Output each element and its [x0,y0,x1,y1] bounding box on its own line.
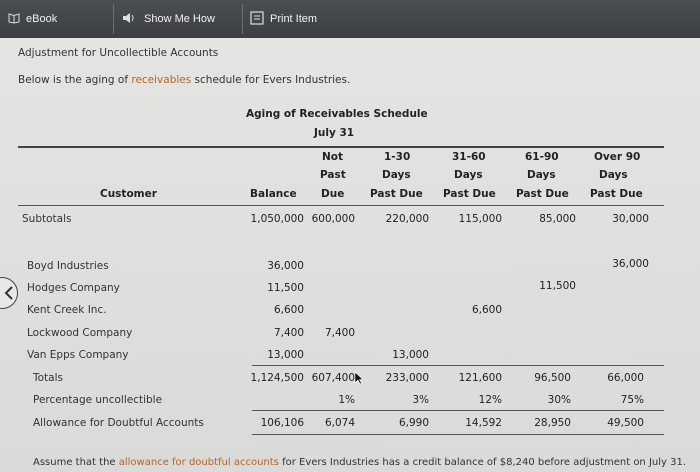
intro-suffix: schedule for Evers Industries. [191,74,351,86]
table-row-balance: 7,400 [273,327,304,339]
subtotals-61-90: 85,000 [539,213,576,225]
col-header-61-90-1: 61-90 [525,151,559,163]
chevron-left-icon [4,286,14,300]
table-row-over-90: 36,000 [612,258,649,270]
allowance-top-rule [252,410,664,411]
content-page [0,38,700,472]
ebook-button[interactable] [8,6,57,32]
allowance-31-60: 14,592 [465,417,502,429]
allowance-1-30: 6,990 [398,417,429,429]
percentage-1-30: 3% [412,394,429,406]
col-header-over-90-1: Over 90 [594,151,641,163]
table-row-label: Van Epps Company [27,349,129,361]
percentage-label: Percentage uncollectible [33,394,163,406]
totals-not-past-due: 607,400 [311,372,355,384]
col-header-31-60-2: Days [454,169,483,181]
ebook-label: eBook [26,13,58,25]
col-header-1-30-3: Past Due [370,188,423,200]
subtotals-not-past-due: 600,000 [311,213,355,225]
table-row-label: Boyd Industries [27,260,109,272]
print-icon [250,11,264,28]
table-row-not-past-due: 7,400 [324,327,355,339]
table-row-61-90: 11,500 [539,280,576,292]
speaker-icon [122,12,138,27]
header-top-rule [18,146,664,148]
table-row-balance: 11,500 [267,282,304,294]
toolbar-divider [242,4,243,34]
print-item-button[interactable] [250,6,317,32]
book-icon [8,12,20,27]
col-header-balance: Balance [250,188,297,200]
show-me-how-label: Show Me How [144,13,215,25]
col-header-1-30-1: 1-30 [384,151,411,163]
totals-1-30: 233,000 [385,372,429,384]
totals-61-90: 96,500 [534,372,571,384]
toolbar [0,0,700,38]
page-heading: Adjustment for Uncollectible Accounts [18,47,219,59]
percentage-61-90: 30% [547,394,571,406]
percentage-31-60: 12% [478,394,502,406]
totals-top-rule [252,365,664,366]
subtotals-balance: 1,050,000 [250,213,304,225]
subtotals-31-60: 115,000 [458,213,502,225]
table-row-balance: 6,600 [273,304,304,316]
allowance-over-90: 49,500 [607,417,644,429]
col-header-61-90-3: Past Due [516,188,569,200]
col-header-not-past-due-2: Past [320,169,346,181]
col-header-31-60-1: 31-60 [452,151,486,163]
header-bottom-rule [18,205,664,206]
col-header-1-30-2: Days [382,169,411,181]
table-row-balance: 13,000 [267,349,304,361]
totals-label: Totals [33,372,63,384]
table-row-label: Kent Creek Inc. [27,304,107,316]
allowance-61-90: 28,950 [534,417,571,429]
allowance-bottom-rule [252,434,664,435]
table-row-balance: 36,000 [267,260,304,272]
table-row-label: Lockwood Company [27,327,133,339]
col-header-not-past-due-1: Not [322,151,344,163]
allowance-label: Allowance for Doubtful Accounts [33,417,204,429]
footer-note [33,457,686,468]
footer-prefix: Assume that the [33,457,119,468]
schedule-date: July 31 [314,127,355,139]
totals-31-60: 121,600 [458,372,502,384]
col-header-61-90-2: Days [527,169,556,181]
totals-over-90: 66,000 [607,372,644,384]
table-row-31-60: 6,600 [471,304,502,316]
col-header-not-past-due-3: Due [321,188,345,200]
allowance-balance: 106,106 [260,417,304,429]
footer-suffix: for Evers Industries has a credit balance of $8,240 before adjustment on July 31. [278,457,687,468]
percentage-not-past-due: 1% [338,394,355,406]
toolbar-divider [113,4,114,34]
allowance-not-past-due: 6,074 [324,417,355,429]
mouse-cursor-icon [354,371,364,385]
table-row-label: Hodges Company [27,282,120,294]
table-row-1-30: 13,000 [392,349,429,361]
col-header-31-60-3: Past Due [443,188,496,200]
totals-balance: 1,124,500 [250,372,304,384]
percentage-over-90: 75% [620,394,644,406]
subtotals-1-30: 220,000 [385,213,429,225]
intro-text [18,74,350,86]
intro-prefix: Below is the aging of [18,74,132,86]
col-header-over-90-3: Past Due [590,188,643,200]
print-item-label: Print Item [270,13,318,25]
intro-highlight-link[interactable]: receivables [131,74,192,86]
col-header-customer: Customer [100,188,157,200]
col-header-over-90-2: Days [599,169,628,181]
footer-highlight-link[interactable]: allowance for doubtful accounts [118,457,279,468]
schedule-title: Aging of Receivables Schedule [246,108,428,120]
show-me-how-button[interactable] [122,6,215,32]
subtotals-label: Subtotals [22,213,72,225]
subtotals-over-90: 30,000 [612,213,649,225]
